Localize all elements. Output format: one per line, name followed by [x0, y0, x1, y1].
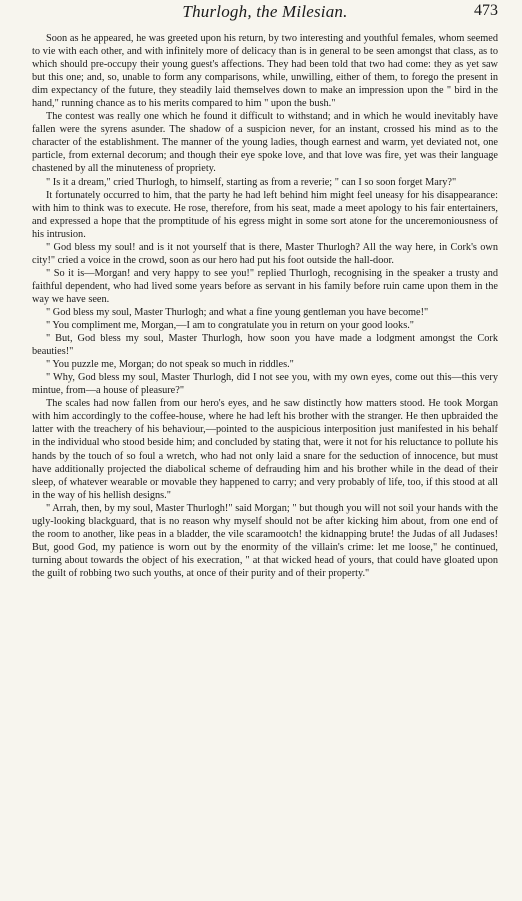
paragraph: The scales had now fallen from our hero's eyes, and he saw distinctly how matters stood. He took Morgan with him accordingly to the coffee-house, where he had left his brother with the stranger. He then upbraided the latter with the treachery of his behaviour,—pointed to the auspicious interposition just manifested in his behalf in the individual who stood beside him; and concluded by stating that, were it not for his reluctance to pollute his hands by the touch of so foul a wretch, who had not only laid a snare for the seduction of innocence, but must have additionally projected the diabolical scheme of defrauding him and his brother while in the dead of their sleep, of whatever wearable or movable they happened to carry; and very probably of life, too, if this stood at all in the way of his hellish designs." [32, 398, 498, 501]
running-title: Thurlogh, the Milesian. [182, 2, 348, 21]
paragraph: " Is it a dream," cried Thurlogh, to himself, starting as from a reverie; " can I so soon forget Mary?" [46, 176, 457, 188]
paragraph: " But, God bless my soul, Master Thurlogh, how soon you have made a lodgment amongst the Cork beauties!" [32, 333, 498, 358]
page-number: 473 [474, 2, 498, 19]
paragraph: It fortunately occurred to him, that the party he had left behind him might feel uneasy for his disappearance: with him to think was to execute. He rose, therefore, from his seat, made a meet apology to his fair entertainers, and expressed a hope that the promptitude of his egress might in some sort atone for the unceremoniousness of his intrusion. [32, 189, 498, 240]
body-text [32, 32, 498, 580]
paragraph: Soon as he appeared, he was greeted upon his return, by two interesting and youthful females, whom seemed to vie with each other, and with infinitely more of delicacy than is in general to be seen amongst that class, as to which should pre-occupy their young guest's affections. They had been told that two had come: they as yet saw but this one; and, so, unable to form any comparisons, while, unwilling, either of them, to forego the present in dim expectancy of the future, they steadily laid themselves down to make an impression upon the " bird in the hand," running chance as to his merits compared to him " upon the bush." [32, 33, 498, 110]
paragraph: The contest was really one which he found it difficult to withstand; and in which he would inevitably have fallen were the syrens asunder. The shadow of a suspicion never, for an instant, crossed his mind as to the character of the establishment. The manner of the young ladies, though earnest and warm, yet deviated not, one particle, from external decorum; and though their eye spoke love, and that love was fire, yet was their language chastened by all the minuteness of propriety. [32, 111, 498, 175]
book-page [0, 2, 522, 901]
paragraph: " God bless my soul, Master Thurlogh; and what a fine young gentleman you have become!" [46, 306, 429, 318]
paragraph: " God bless my soul! and is it not yourself that is there, Master Thurlogh? All the way here, in Cork's own city!" cried a voice in the crowd, soon as our hero had put his foot outside the hall-door. [32, 241, 498, 266]
paragraph: " Why, God bless my soul, Master Thurlogh, did I not see you, with my own eyes, come out this—this very mintue, from—a house of pleasure?" [32, 372, 498, 397]
paragraph: " You puzzle me, Morgan; do not speak so much in riddles." [46, 359, 294, 371]
paragraph: " Arrah, then, by my soul, Master Thurlogh!" said Morgan; " but though you will not soil your hands with the ugly-looking blackguard, that is no reason why myself should not be after kicking him about, from one end of the room to another, like peas in a bladder, the vile scaramootch! the kidnapping brute! the Judas of all Judases! But, good God, my patience is worn out by the enormity of the villain's crime: let me loose," he continued, turning about towards the object of his execration, " at that wicked head of yours, that could have gloated upon the guilt of robbing two such youths, at once of their purity and of their property." [32, 502, 498, 579]
paragraph: " So it is—Morgan! and very happy to see you!" replied Thurlogh, recognising in the speaker a trusty and faithful dependent, who had lived some years before as servant in his family before ruin came upon them in the way we have seen. [32, 267, 498, 305]
page-header [32, 2, 498, 28]
paragraph: " You compliment me, Morgan,—I am to congratulate you in return on your good looks." [46, 320, 414, 332]
